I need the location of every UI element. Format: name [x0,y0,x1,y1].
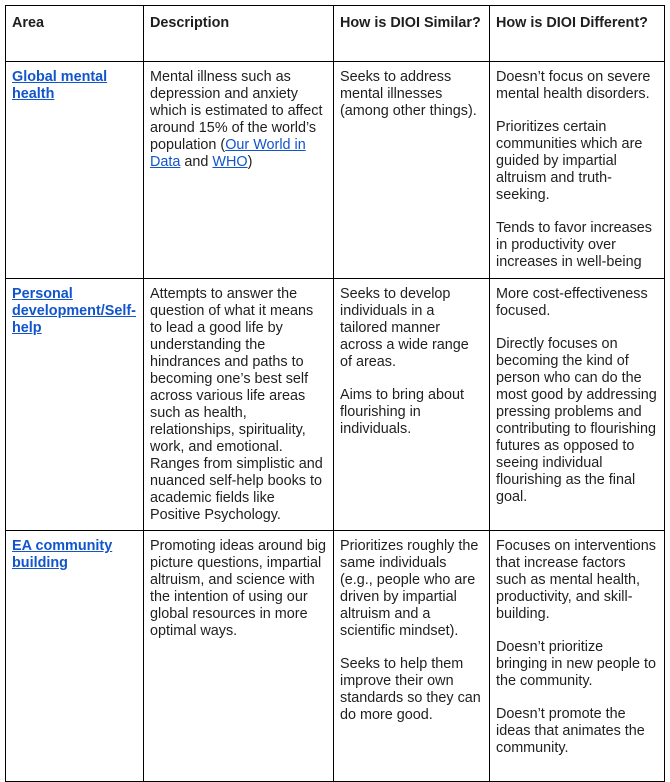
description-text: ) [247,154,253,170]
different-cell [490,62,665,279]
header-area: Area [6,6,144,62]
similar-cell [334,531,490,782]
different-text: Directly focuses on becoming the kind of person who can do the most good by addressing pressing problems and contributing to flourishing futures as opposed to seeing individual flourishing as the final goal. [496,336,657,505]
who-link[interactable]: WHO [212,154,248,170]
similar-cell [334,62,490,279]
area-cell [6,531,144,782]
table-row [6,62,665,279]
description-text: and [180,154,213,170]
area-link-personal-development[interactable]: Personal development/Self-help [12,286,136,336]
description-cell [144,279,334,531]
similar-text: Seeks to address mental illnesses (among other things). [340,69,477,119]
header-row [6,6,665,62]
area-link-global-mental-health[interactable]: Global mental health [12,69,108,102]
description-text: Promoting ideas around big picture questions, impartial altruism, and science with the intention of using our global resources in more optimal ways. [150,538,326,639]
comparison-table [5,5,665,782]
table-row [6,531,665,782]
different-text: Tends to favor increases in productivity over increases in well-being [496,220,652,270]
header-similar: How is DIOI Similar? [334,6,490,62]
different-text: Doesn’t prioritize bringing in new people to the community. [496,639,657,689]
similar-text: Prioritizes roughly the same individuals (e.g., people who are driven by impartial altruism and a scientific mindset). [340,538,479,639]
similar-cell [334,279,490,531]
area-cell [6,279,144,531]
similar-text: Aims to bring about flourishing in individuals. [340,387,464,437]
different-text: More cost-effectiveness focused. [496,286,648,319]
header-description: Description [144,6,334,62]
description-cell [144,531,334,782]
description-text: Mental illness such as depression and anxiety which is estimated to affect around 15% of the world’s population ( [150,69,323,153]
different-text: Doesn’t promote the ideas that animates the community. [496,706,645,756]
our-world-in-data-link[interactable]: Our World in Data [150,137,306,170]
different-cell [490,531,665,782]
area-cell [6,62,144,279]
description-text: Attempts to answer the question of what it means to lead a good life by understanding the hindrances and paths to becoming one’s best self across various life areas such as health, relationships, spirituality, work, and emotional. Ranges from simplistic and nuanced self-help books to academic fields like Positive Psychology. [150,286,323,523]
different-cell [490,279,665,531]
different-text: Prioritizes certain communities which are guided by impartial altruism and truth-seeking. [496,119,643,203]
different-text: Doesn’t focus on severe mental health disorders. [496,69,651,102]
different-text: Focuses on interventions that increase factors such as mental health, productivity, and skill-building. [496,538,656,622]
similar-text: Seeks to help them improve their own standards so they can do more good. [340,656,481,723]
similar-text: Seeks to develop individuals in a tailored manner across a wide range of areas. [340,286,469,370]
header-different: How is DIOI Different? [490,6,665,62]
area-link-ea-community-building[interactable]: EA community building [12,538,113,571]
table-row [6,279,665,531]
description-cell [144,62,334,279]
